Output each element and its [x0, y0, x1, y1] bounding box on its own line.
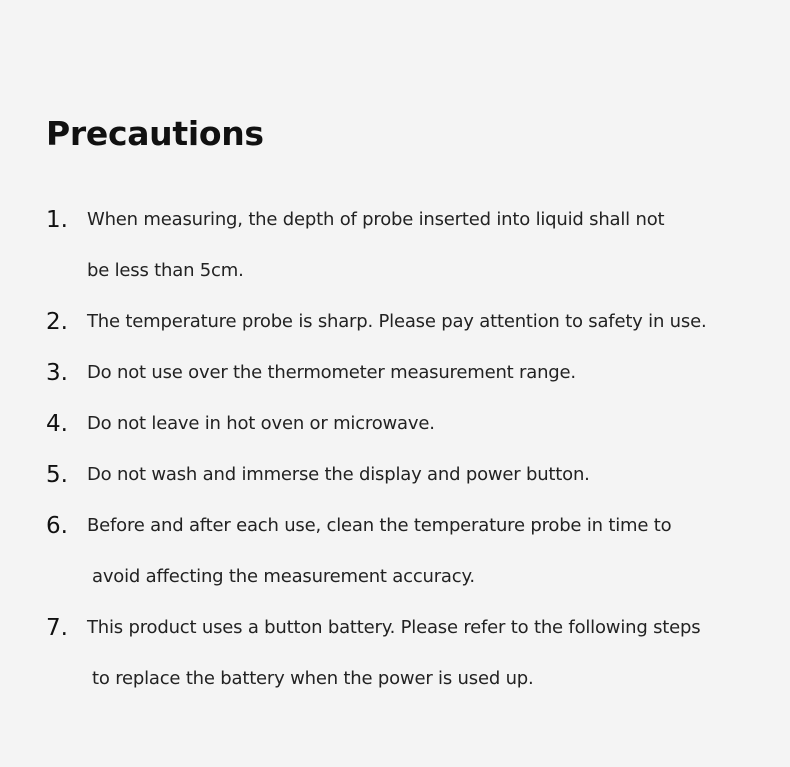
item-number: 7.	[46, 615, 68, 641]
item-number: 1.	[46, 207, 68, 233]
item-text-continuation: to replace the battery when the power is used up.	[92, 668, 534, 689]
item-text: Before and after each use, clean the temperature probe in time to	[87, 515, 672, 536]
item-number: 5.	[46, 462, 68, 488]
item-text-continuation: be less than 5cm.	[87, 260, 244, 281]
item-text-continuation: avoid affecting the measurement accuracy.	[92, 566, 475, 587]
item-number: 6.	[46, 513, 68, 539]
item-text: Do not wash and immerse the display and power button.	[87, 464, 590, 485]
item-number: 3.	[46, 360, 68, 386]
page-title: Precautions	[46, 114, 264, 153]
item-text: Do not use over the thermometer measurement range.	[87, 362, 576, 383]
item-text: Do not leave in hot oven or microwave.	[87, 413, 435, 434]
item-text: The temperature probe is sharp. Please pay attention to safety in use.	[87, 311, 707, 332]
item-text: This product uses a button battery. Please refer to the following steps	[87, 617, 701, 638]
item-text: When measuring, the depth of probe inserted into liquid shall not	[87, 209, 665, 230]
item-number: 2.	[46, 309, 68, 335]
item-number: 4.	[46, 411, 68, 437]
